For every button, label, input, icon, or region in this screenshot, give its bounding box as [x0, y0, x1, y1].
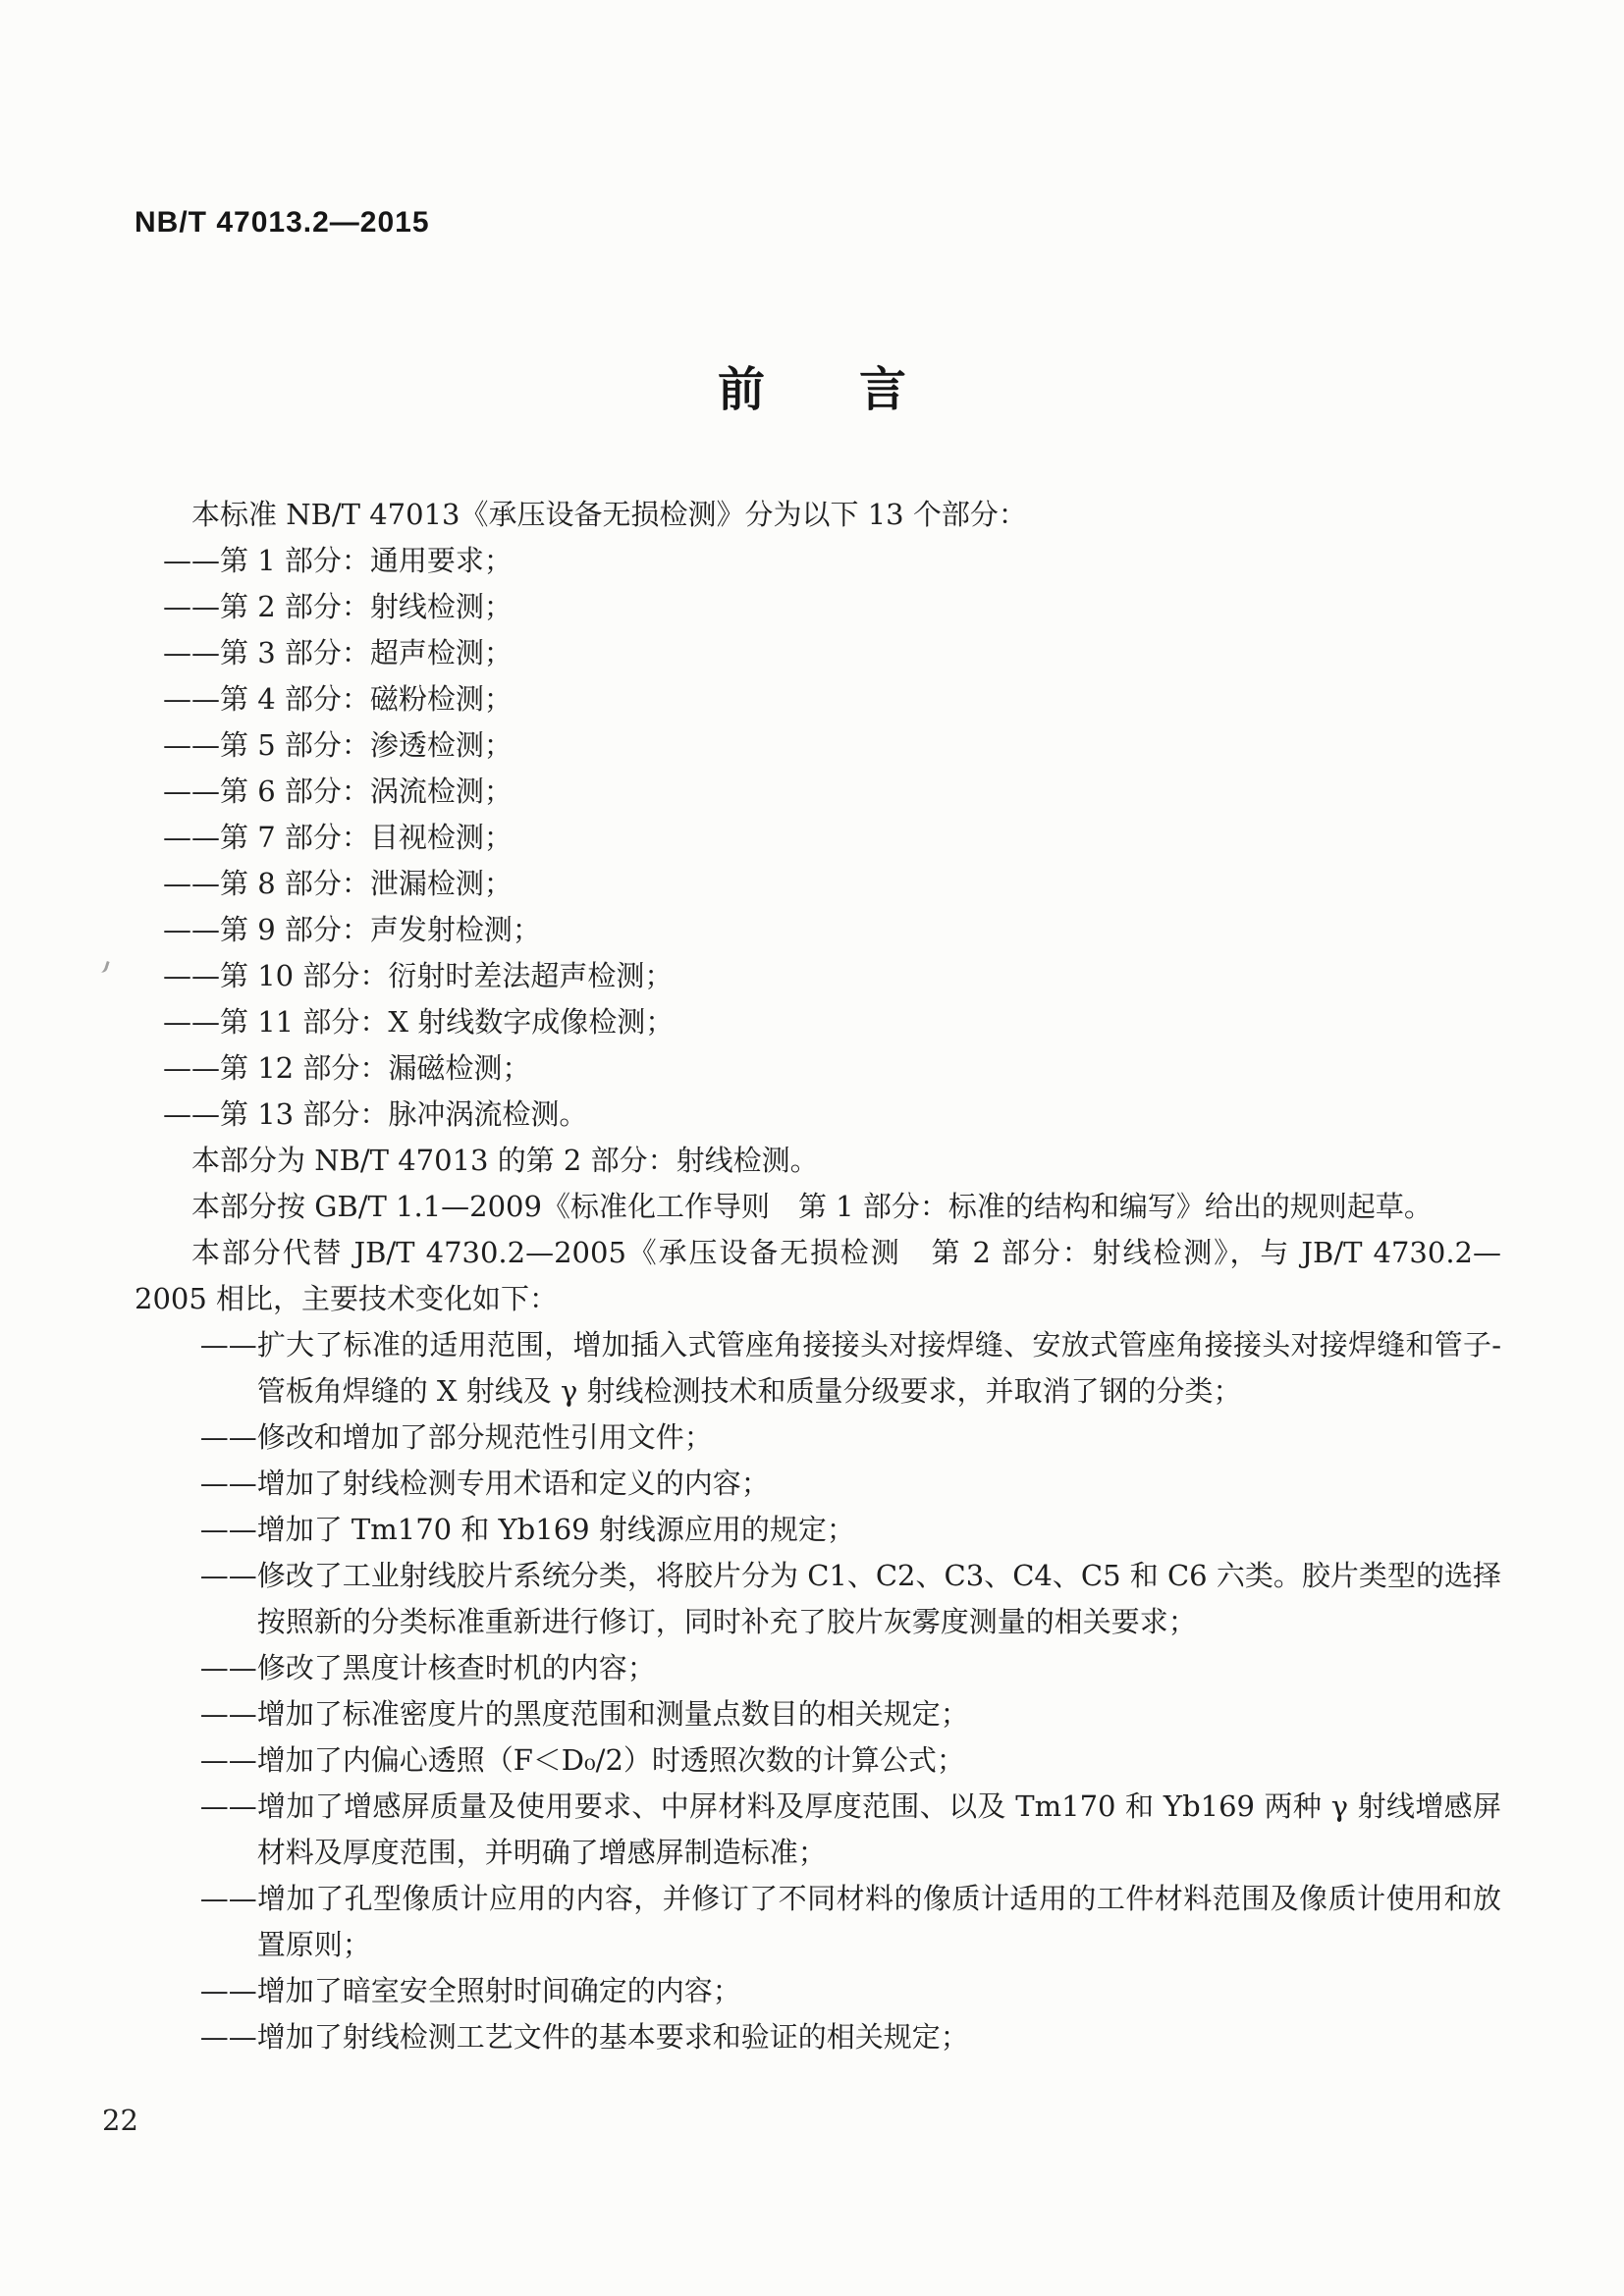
- list-item: ——第 13 部分：脉冲涡流检测。: [163, 1097, 588, 1131]
- list-item: ——修改了黑度计核查时机的内容；: [199, 1651, 656, 1684]
- intro-paragraph: 本标准 NB/T 47013《承压设备无损检测》分为以下 13 个部分：: [191, 498, 1027, 531]
- list-item: ——增加了孔型像质计应用的内容，并修订了不同材料的像质计适用的工件材料范围及像质计使用和放置原则；: [199, 1882, 1501, 1961]
- list-item: ——第 6 部分：涡流检测；: [163, 774, 513, 808]
- list-item: ——增加了暗室安全照射时间确定的内容；: [199, 1974, 741, 2007]
- list-item: ——第 7 部分：目视检测；: [163, 821, 513, 854]
- list-item: ——第 2 部分：射线检测；: [163, 590, 513, 623]
- scan-artifact: [96, 959, 110, 974]
- list-item: ——第 3 部分：超声检测；: [163, 636, 513, 669]
- drafting-rule-paragraph: 本部分按 GB/T 1.1—2009《标准化工作导则 第 1 部分：标准的结构和编写》给出的规则起草。: [191, 1190, 1433, 1223]
- foreword-body: [135, 492, 1501, 2060]
- this-part-paragraph: 本部分为 NB/T 47013 的第 2 部分：射线检测。: [191, 1144, 819, 1177]
- list-item: ——修改了工业射线胶片系统分类，将胶片分为 C1、C2、C3、C4、C5 和 C6 六类。胶片类型的选择按照新的分类标准重新进行修订，同时补充了胶片灰雾度测量的相关要求；: [199, 1559, 1501, 1638]
- list-item: ——第 10 部分：衍射时差法超声检测；: [163, 959, 674, 992]
- list-item: ——增加了射线检测工艺文件的基本要求和验证的相关规定；: [199, 2020, 969, 2054]
- page-number: 22: [102, 2104, 138, 2137]
- list-item: ——第 5 部分：渗透检测；: [163, 728, 513, 762]
- list-item: ——第 8 部分：泄漏检测；: [163, 867, 513, 900]
- replaces-paragraph: 本部分代替 JB/T 4730.2—2005《承压设备无损检测 第 2 部分：射线检测》，与 JB/T 4730.2—2005 相比，主要技术变化如下：: [135, 1236, 1501, 1315]
- list-item: ——增加了 Tm170 和 Yb169 射线源应用的规定；: [199, 1513, 855, 1546]
- list-item: ——第 12 部分：漏磁检测；: [163, 1051, 531, 1085]
- list-item: ——增加了增感屏质量及使用要求、中屏材料及厚度范围、以及 Tm170 和 Yb169 两种 γ 射线增感屏材料及厚度范围，并明确了增感屏制造标准；: [199, 1789, 1501, 1869]
- list-item: ——第 1 部分：通用要求；: [163, 544, 513, 577]
- page-title: 前 言: [717, 362, 906, 417]
- list-item: ——增加了标准密度片的黑度范围和测量点数目的相关规定；: [199, 1697, 969, 1731]
- list-item: ——第 11 部分：X 射线数字成像检测；: [163, 1005, 675, 1039]
- parts-list: [135, 538, 1501, 1138]
- list-item: ——第 9 部分：声发射检测；: [163, 913, 541, 946]
- list-item: ——修改和增加了部分规范性引用文件；: [199, 1420, 713, 1454]
- list-item: ——增加了射线检测专用术语和定义的内容；: [199, 1467, 770, 1500]
- changes-list: [135, 1322, 1501, 2060]
- list-item: ——增加了内偏心透照（F＜D₀/2）时透照次数的计算公式；: [199, 1743, 965, 1777]
- standard-code: NB/T 47013.2—2015: [135, 206, 430, 239]
- list-item: ——第 4 部分：磁粉检测；: [163, 682, 513, 716]
- list-item: ——扩大了标准的适用范围，增加插入式管座角接接头对接焊缝、安放式管座角接接头对接焊缝和管子-管板角焊缝的 X 射线及 γ 射线检测技术和质量分级要求，并取消了钢的分类；: [199, 1328, 1501, 1408]
